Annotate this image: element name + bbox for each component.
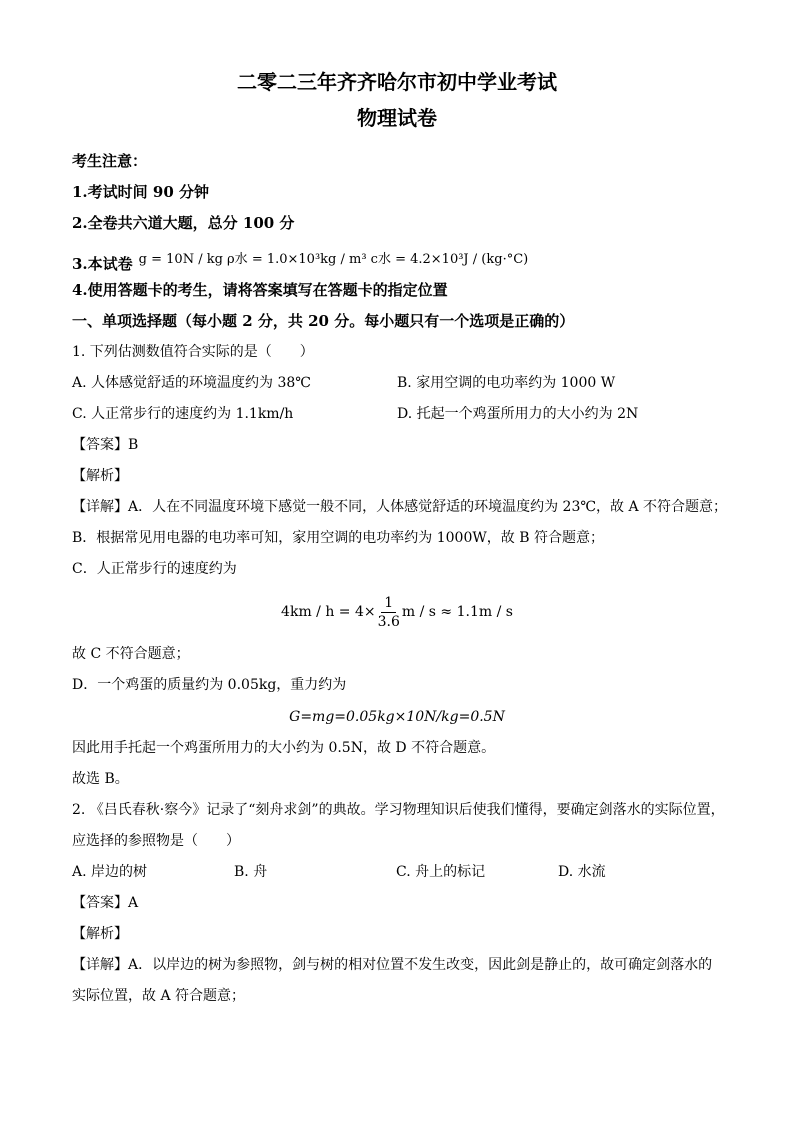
q2-detail-a-line-2: 实际位置，故 A 符合题意； xyxy=(72,988,246,1004)
q1-analysis-label: 【解析】 xyxy=(72,468,128,484)
eq1-fraction xyxy=(378,594,400,631)
q2-analysis-label: 【解析】 xyxy=(72,926,128,942)
q1-option-d: D. 托起一个鸡蛋所用力的大小约为 2N xyxy=(397,406,639,422)
q2-option-d: D. 水流 xyxy=(558,864,606,880)
q1-detail-d2: 因此用手托起一个鸡蛋所用力的大小约为 0.5N，故 D 不符合题意。 xyxy=(72,740,496,756)
q1-stem: 1. 下列估测数值符合实际的是（ ） xyxy=(72,344,314,360)
q1-gravity-equation: G=mg=0.05kg×10N/kg=0.5N xyxy=(289,709,505,725)
q1-speed-equation xyxy=(72,589,722,635)
eq1-denominator: 3.6 xyxy=(377,613,400,630)
q2-detail-a-line-1: 【详解】A．以岸边的树为参照物，剑与树的相对位置不发生改变，因此剑是静止的，故可确定剑落水的 xyxy=(72,957,713,973)
exam-subtitle: 物理试卷 xyxy=(357,106,437,130)
q1-detail-a: 【详解】A．人在不同温度环境下感觉一般不同，人体感觉舒适的环境温度约为 23℃，故 A 不符合题意； xyxy=(72,499,728,515)
note-3-label: 3.本试卷 xyxy=(72,254,133,273)
q1-detail-b: B．根据常见用电器的电功率可知，家用空调的电功率约为 1000W，故 B 符合题意； xyxy=(72,530,604,546)
q2-stem-line-1: 2. 《吕氏春秋·察今》记录了“刻舟求剑”的典故。学习物理知识后使我们懂得，要确定剑落水的实际位置， xyxy=(72,802,725,818)
q2-stem-line-2: 应选择的参照物是（ ） xyxy=(72,833,240,849)
q2-option-a: A. 岸边的树 xyxy=(72,864,148,880)
q2-option-c: C. 舟上的标记 xyxy=(396,864,486,880)
q2-options-row xyxy=(72,857,722,888)
eq1-right: m / s ≈ 1.1m / s xyxy=(401,604,513,620)
section-heading: 一、单项选择题（每小题 2 分，共 20 分。每小题只有一个选项是正确的） xyxy=(72,312,575,330)
note-2: 2.全卷共六道大题，总分 100 分 xyxy=(72,214,295,232)
exam-page xyxy=(72,64,728,1054)
note-3 xyxy=(72,239,722,275)
q2-option-b: B. 舟 xyxy=(234,864,268,880)
q1-detail-d: D．一个鸡蛋的质量约为 0.05kg，重力约为 xyxy=(72,677,347,693)
q1-answer: 【答案】B xyxy=(72,437,139,453)
q1-options-row-1 xyxy=(72,368,722,399)
notes-heading: 考生注意： xyxy=(72,152,148,170)
note-4: 4.使用答题卡的考生，请将答案填写在答题卡的指定位置 xyxy=(72,281,448,299)
q1-detail-c: C．人正常步行的速度约为 xyxy=(72,561,237,577)
eq1-numerator: 1 xyxy=(381,594,396,613)
q1-detail-c2: 故 C 不符合题意； xyxy=(72,646,190,662)
q1-options-row-2 xyxy=(72,399,722,430)
eq1-left: 4km / h = 4× xyxy=(281,604,376,620)
q1-option-b: B. 家用空调的电功率约为 1000 W xyxy=(397,375,616,391)
q1-conclusion: 故选 B。 xyxy=(72,771,129,787)
note-1: 1.考试时间 90 分钟 xyxy=(72,183,209,201)
exam-title: 二零二三年齐齐哈尔市初中学业考试 xyxy=(237,70,557,94)
q2-answer: 【答案】A xyxy=(72,895,139,911)
note-3-constants: g = 10N / kg ρ水 = 1.0×10³kg / m³ c水 = 4.2×10³J / (kg·°C) xyxy=(138,251,529,267)
q1-option-c: C. 人正常步行的速度约为 1.1km/h xyxy=(72,406,294,422)
q1-option-a: A. 人体感觉舒适的环境温度约为 38℃ xyxy=(72,375,311,391)
